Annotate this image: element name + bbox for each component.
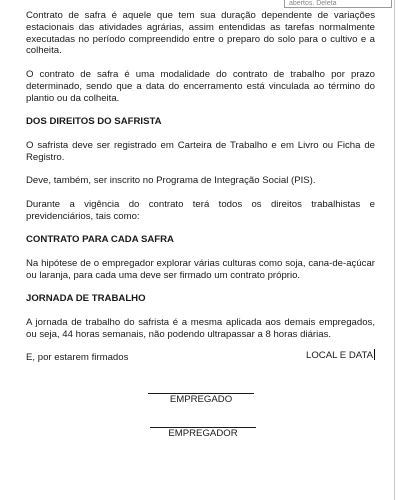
employer-signature-label: EMPREGADOR — [168, 428, 238, 439]
heading-rights: DOS DIREITOS DO SAFRISTA — [26, 116, 162, 128]
place-date[interactable] — [306, 349, 375, 362]
paragraph-definition: Contrato de safra é aquele que tem sua duração dependente de variações estacionais das atividades agrárias, assim entendidas as tarefas normalmente executadas no período compreendido entre o preparo do solo para o cultivo e a colheita. — [26, 10, 375, 57]
paragraph-rights: Durante a vigência do contrato terá todos os direitos trabalhistas e previdenciários, tais como: — [26, 198, 375, 222]
heading-contract-per-harvest: CONTRATO PARA CADA SAFRA — [26, 234, 174, 246]
paragraph-registration: O safrista deve ser registrado em Carteira de Trabalho e em Livro ou Ficha de Registro. — [26, 139, 375, 163]
document-body — [26, 10, 375, 364]
paragraph-closing: E, por estarem firmados — [26, 352, 129, 364]
paragraph-multiple-crops: Na hipótese de o empregador explorar várias culturas como soja, cana-de-açúcar ou laranja, para cada uma deve ser firmado um contrato próprio. — [26, 257, 375, 281]
heading-work-schedule: JORNADA DE TRABALHO — [26, 293, 146, 305]
employee-signature-label: EMPREGADO — [169, 394, 233, 405]
text-cursor — [374, 349, 375, 360]
paragraph-work-hours: A jornada de trabalho do safrista é a mesma aplicada aos demais empregados, ou seja, 44 horas semanais, não podendo ultrapassar a 8 horas diárias. — [26, 316, 375, 340]
page-edge-rule — [394, 0, 395, 500]
top-tab-label: abertos. Deleta — [284, 0, 392, 8]
paragraph-modality: O contrato de safra é uma modalidade do contrato de trabalho por prazo determinado, sendo que a data do encerramento está vinculada ao término do plantio ou da colheita. — [26, 68, 375, 104]
paragraph-pis: Deve, também, ser inscrito no Programa de Integração Social (PIS). — [26, 175, 316, 187]
place-date-text: LOCAL E DATA — [306, 350, 373, 361]
